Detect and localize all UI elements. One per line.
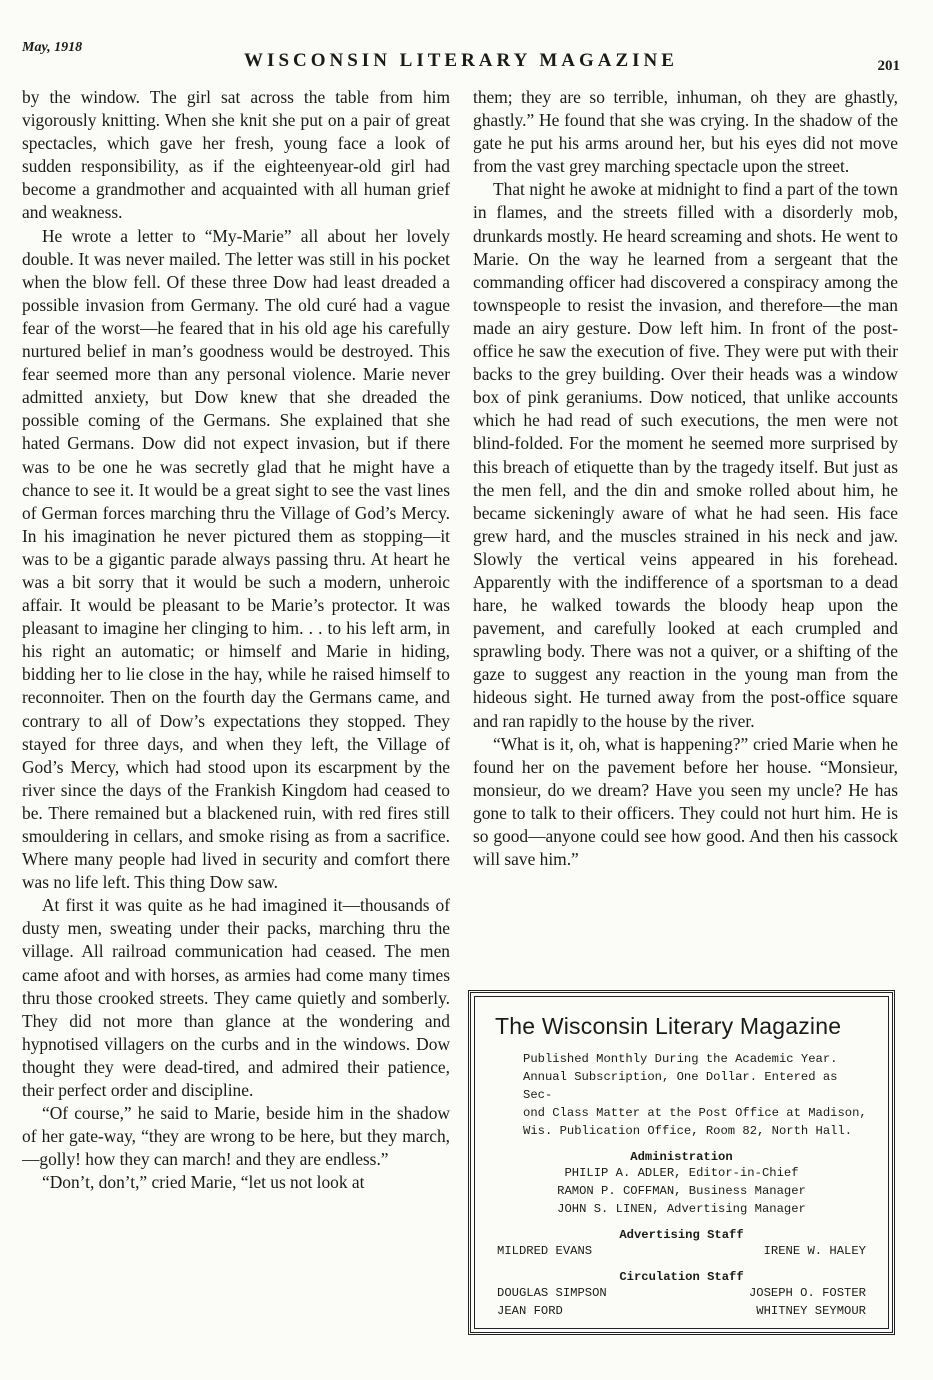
info-line: Annual Subscription, One Dollar. Entered as Sec- [523, 1070, 838, 1102]
right-column [473, 86, 898, 871]
circulation-staff-row [495, 1284, 868, 1302]
staff-entry: JOSEPH O. FOSTER [748, 1286, 866, 1300]
paragraph: “Don’t, don’t,” cried Marie, “let us not look at [42, 1172, 365, 1193]
paragraph: That night he awoke at midnight to find a part of the town in flames, and the streets filled with a disorderly mob, drunkards mostly. He heard screaming and shots. He went to Marie. On the way he learned from a sergeant that the commanding officer had discovered a conspiracy among the townspeople to resist the invasion, and therefore—the man made an airy gesture. Dow left him. In front of the post-office he saw the execution of five. They were put with their backs to the grey building. Over their heads was a window box of pink geraniums. Dow noticed, that unlike accounts which he had read of such executions, the men were not blind-folded. For the moment he seemed more surprised by this breach of etiquette than by the tragedy itself. But just as the men fell, and the din and smoke rolled about him, he became sickeningly aware of what he had seen. His face grew hard, and the muscles strained in his neck and jaw. Slowly the vertical veins appeared in his forehead. Apparently with the indifference of a sportsman to a dead hare, he walked towards the bloody heap upon the pavement, and carefully looked at each crumpled and sprawling body. There was not a quiver, or a shifting of the gaze to suggest any reaction in the young man from the hideous sight. He turned away from the post-office square and ran rapidly to the house by the river. [473, 179, 898, 731]
circulation-staff-row [495, 1302, 868, 1320]
paragraph: them; they are so terrible, inhuman, oh they are ghastly, ghastly.” He found that she was crying. In the shadow of the gate he put his arms around her, but his eyes did not move from the vast grey marching spectacle upon the street. [473, 87, 898, 177]
paragraph: by the window. The girl sat across the table from him vigorously knitting. When she knit she put on a pair of great spectacles, which gave her fresh, young face a look of sudden responsibility, as if the eighteenyear-old girl had become a grandmother and acquainted with all human grief and weakness. [22, 87, 450, 223]
issue-date: May, 1918 [22, 40, 83, 55]
info-line: Published Monthly During the Academic Year. [523, 1052, 838, 1066]
staff-entry: DOUGLAS SIMPSON [497, 1286, 607, 1300]
administration-heading: Administration [630, 1150, 733, 1164]
magazine-title: WISCONSIN LITERARY MAGAZINE [244, 50, 678, 71]
staff-entry: IRENE W. HALEY [763, 1244, 866, 1258]
page-number: 201 [877, 58, 900, 74]
left-column [22, 86, 450, 1195]
paragraph: He wrote a letter to “My-Marie” all about her lovely double. It was never mailed. The letter was still in his pocket when the blow fell. Of these three Dow had least dreaded a possible invasion from Germany. The old curé had a vague fear of the worst—he feared that in his old age his carefully nurtured belief in man’s goodness would be destroyed. This fear seemed more than any personal violence. Marie never admitted anxiety, but Dow knew that she dreaded the possible coming of the Germans. She explained that she hated Germans. Dow did not expect invasion, but if there was to be one he was secretly glad that he might have a chance to see it. It would be a great sight to see the vast lines of German forces marching thru the Village of God’s Mercy. In his imagination he never pictured them as stopping—it was to be a gigantic parade always passing thru. At heart he was a bit sorry that it would be such a modern, unheroic affair. It would be pleasant to be Marie’s protector. It was pleasant to imagine her clinging to him. . . to his left arm, in his right an automatic; or himself and Marie in hiding, bidding her to lie close in the hay, while he raised himself to reconnoiter. Then on the fourth day the Germans came, and contrary to all of Dow’s expectations they stopped. They stayed for three days, and when they left, the Village of God’s Mercy, which had stood upon its escarpment by the river since the days of the Frankish Kingdom had ceased to be. There remained but a blackened ruin, with red fires still smouldering in cellars, and smoke rising as from a sacrifice. Where many people had lived in security and comfort there was no life left. This thing Dow saw. [22, 225, 450, 893]
info-line: Wis. Publication Office, Room 82, North Hall. [523, 1124, 853, 1138]
info-line: ond Class Matter at the Post Office at Madison, [523, 1106, 867, 1120]
administration-list [495, 1164, 868, 1218]
staff-entry: MILDRED EVANS [497, 1244, 593, 1258]
circulation-heading: Circulation Staff [619, 1270, 744, 1284]
masthead-title: The Wisconsin Literary Magazine [495, 1013, 842, 1039]
staff-entry: RAMON P. COFFMAN, Business Manager [557, 1184, 806, 1198]
paragraph: At first it was quite as he had imagined it—thousands of dusty men, sweating under their packs, marching thru the village. All railroad communication had ceased. The men came afoot and with horses, as armies had come many times thru those crooked streets. They came quietly and somberly. They did not more than glance at the wondering and hypnotised villagers on the curbs and in the windows. Dow thought they were dead-tired, and admired their patience, their perfect order and discipline. [22, 895, 450, 1101]
advertising-staff-row [495, 1242, 868, 1260]
publication-info [523, 1050, 868, 1140]
advertising-heading: Advertising Staff [619, 1228, 744, 1242]
masthead-box [468, 990, 895, 1335]
staff-entry: JOHN S. LINEN, Advertising Manager [557, 1202, 806, 1216]
paragraph: “Of course,” he said to Marie, beside him in the shadow of her gate-way, “they are wrong to be here, but they march,—golly! how they can march! and they are endless.” [22, 1103, 450, 1170]
page-header [22, 38, 900, 72]
paragraph: “What is it, oh, what is happening?” cried Marie when he found her on the pavement before her house. “Monsieur, monsieur, do we dream? Have you seen my uncle? He has gone to talk to their officers. They could not hurt him. He is so good—anyone could see how good. And then his cassock will save him.” [473, 733, 898, 870]
staff-entry: PHILIP A. ADLER, Editor-in-Chief [564, 1166, 799, 1180]
staff-entry: WHITNEY SEYMOUR [756, 1304, 866, 1318]
staff-entry: JEAN FORD [497, 1304, 563, 1318]
